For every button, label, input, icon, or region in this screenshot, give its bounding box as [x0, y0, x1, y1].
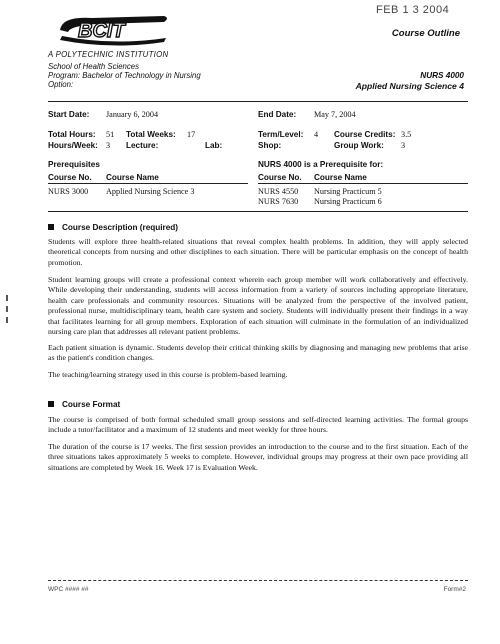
square-bullet-icon [48, 224, 54, 230]
end-date-label: End Date: [258, 110, 297, 119]
option-label: Option: [48, 80, 74, 89]
format-paragraph-1: The course is comprised of both formal scheduled small group sessions and self-directed learning activities. The formal groups include a tutor/facilitator and a maximum of 12 students and meet weekly for three hours. [48, 415, 468, 435]
credits-label: Course Credits: [334, 130, 396, 139]
description-paragraph-1: Students will explore three health-related situations that reveal complex health problems. In addition, they will apply selected theoretical concepts from nursing and other disciplines to each situation. There will be particular emphasis on the concept of health promotion. [48, 237, 468, 267]
prereq-for-course-name-2: Nursing Practicum 6 [314, 197, 382, 206]
prereq-for-col-name: Course Name [314, 173, 367, 182]
prerequisites-heading: Prerequisites [48, 160, 100, 169]
total-hours-label: Total Hours: [48, 130, 96, 139]
received-stamp: FEB 1 3 2004 [376, 4, 450, 16]
course-title: Applied Nursing Science 4 [355, 81, 464, 91]
prereq-for-heading: NURS 4000 is a Prerequisite for: [258, 160, 384, 169]
tagline: A POLYTECHNIC INSTITUTION [48, 50, 169, 59]
prereq-for-rule [258, 183, 468, 184]
course-code: NURS 4000 [420, 71, 464, 80]
program-name: Program: Bachelor of Technology in Nursing [48, 71, 201, 80]
scan-mark [6, 295, 8, 301]
prereq-course-name: Applied Nursing Science 3 [106, 187, 195, 196]
shop-label: Shop: [258, 141, 282, 150]
hours-week-label: Hours/Week: [48, 141, 98, 150]
info-rule [48, 211, 468, 212]
total-weeks-value: 17 [187, 130, 196, 139]
term-label: Term/Level: [258, 130, 304, 139]
group-work-value: 3 [401, 141, 406, 150]
lecture-label: Lecture: [126, 141, 159, 150]
hours-week-value: 3 [106, 141, 111, 150]
description-heading [48, 223, 178, 232]
bcit-logo [52, 12, 172, 48]
prereq-course-no: NURS 3000 [48, 187, 89, 196]
description-paragraph-2: Student learning groups will create a professional context wherein each group member will work collaboratively and effectively. While developing their understanding, students will access information from a variety of sources including appropriate literature, health care professionals and community resources. Situations will be analyzed from the perspective of the involved patient, professional nurse, multidisciplinary team, health care system and society. Students will individually present their findings in a way that facilitates learning for all group members. Exploration of each situation will culminate in the formulation of an individualized nursing care plan that addresses all relevant patient problems. [48, 275, 468, 337]
prereq-for-course-no-2: NURS 7630 [258, 197, 299, 206]
prereq-for-col-no: Course No. [258, 173, 302, 182]
total-hours-value: 51 [106, 130, 115, 139]
description-paragraph-4: The teaching/learning strategy used in this course is problem-based learning. [48, 370, 288, 379]
header-rule [48, 101, 468, 102]
format-heading-text: Course Format [62, 400, 121, 409]
format-heading [48, 400, 120, 409]
term-value: 4 [314, 130, 319, 139]
scan-mark [6, 306, 8, 312]
start-date-value: January 6, 2004 [106, 110, 159, 119]
footer-rule [48, 580, 468, 581]
square-bullet-icon [48, 401, 54, 407]
lab-label: Lab: [205, 141, 223, 150]
start-date-label: Start Date: [48, 110, 90, 119]
format-paragraph-2: The duration of the course is 17 weeks. The first session provides an introduction to the course and to the first situation. Each of the three situations takes approximately 5 weeks to complete. However, individual groups may progress at their own pace providing all situations are completed by Week 16. Week 17 is Evaluation Week. [48, 442, 468, 472]
group-work-label: Group Work: [334, 141, 384, 150]
school-name: School of Health Sciences [48, 62, 140, 71]
prereq-rule [48, 183, 248, 184]
prereq-col-name: Course Name [106, 173, 159, 182]
footer-right: Form#2 [443, 586, 466, 593]
credits-value: 3.5 [401, 130, 412, 139]
logo-lettering: BCIT [78, 20, 125, 42]
prereq-col-no: Course No. [48, 173, 92, 182]
footer-left: WPC #### ## [48, 586, 89, 593]
prereq-for-course-no-1: NURS 4550 [258, 187, 299, 196]
description-paragraph-3: Each patient situation is dynamic. Students develop their critical thinking skills by diagnosing and managing new problems that arise as the patient's condition changes. [48, 343, 468, 363]
scan-mark [6, 317, 8, 323]
doc-type: Course Outline [391, 28, 460, 39]
end-date-value: May 7, 2004 [314, 110, 356, 119]
total-weeks-label: Total Weeks: [126, 130, 176, 139]
description-heading-text: Course Description (required) [62, 223, 179, 232]
prereq-for-course-name-1: Nursing Practicum 5 [314, 187, 382, 196]
